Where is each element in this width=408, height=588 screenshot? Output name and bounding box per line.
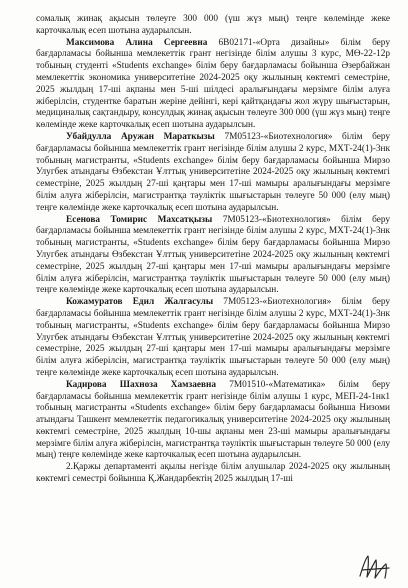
paragraph-5-name: Кадирова Шахноза Хамзаевна — [66, 379, 217, 390]
paragraph-0 — [36, 14, 390, 38]
paragraph-4 — [36, 297, 390, 380]
paragraph-0-text: сомалық жинақ ақысын төлеуге 300 000 (үш жүз мың) теңге көлемінде жеке карточкалық есеп шотына аударылсын. — [36, 14, 390, 36]
paragraph-5 — [36, 380, 390, 463]
paragraph-1-name: Максимова Алина Сергеевна — [66, 37, 208, 48]
paragraph-3-text: 7М05123-«Биотехнология» білім беру бағдарламасы бойынша мемлекеттік грант негізінде білім алушы 2 курс, МХТ-24(1)-3нк тобының магистранты, «Students exchange» білім беру бағдарламасы бойынша Мирзо Улугбек атындағы Өзбекстан Ұлттық университетіне 2024-2025 оқу жылының көктемгі семестріне, 2025 жылдың 27-ші қаңтары мен 17-ші мамыры аралығындағы мерзімге білім алуға жіберілсін, магистрантқа тәуліктік шығыстарын төлеуге 50 000 (елу мың) теңге көлемінде жеке карточкалық есеп шотына аударылсын. — [36, 214, 390, 296]
paragraph-6-text: 2.Қаржы департаменті ақылы негізде білім алушылар 2024-2025 оқу жылының көктемгі семестрі бойынша Қ.Жандарбектің 2025 жылдың 17-ші — [36, 462, 390, 485]
paragraph-1-text: 6В02171-«Орта дизайны» білім беру бағдарламасы бойынша мемлекеттік грант негізінде білім алушы 3 курс, МӨ-22-12р тобының студенті «Students exchange» білім беру бағдарламасы бойынша Әзербайжан мемлекеттік экономика университетіне 2024-2025 оқу жылының көктемгі семестріне, 2025 жылдың 17-ші ақпаны мен 5-ші шілдесі аралығындағы мерзімге білім алуға жіберілсін, студентке баратын жеріне дейінгі, кері қайтқандағы жол жүру шығыстарын, медициналық сақтандыру, консулдық жинақ ақысын төлеуге 300 000 (үш жүз мың) теңге көлемінде жеке карточкалық есеп шотына аударылсын. — [36, 37, 390, 131]
paragraph-1 — [36, 38, 390, 132]
paragraph-4-text: 7М05123-«Биотехнология» білім беру бағдарламасы бойынша мемлекеттік грант негізінде білім алушы 2 курс, МХТ-24(1)-3нк тобының магистранты, «Students exchange» білім беру бағдарламасы бойынша Мирзо Улугбек атындағы Өзбекстан Ұлттық университетіне 2024-2025 оқу жылының көктемгі семестріне, 2025 жылдың 27-ші қаңтары мен 17-ші мамыры аралығындағы мерзімге білім алуға жіберілсін, магистрантқа тәуліктік шығыстарын төлеуге 50 000 (елу мың) теңге көлемінде жеке карточкалық есеп шотына аударылсын. — [36, 297, 390, 378]
paragraph-6 — [36, 462, 390, 486]
paragraph-4-name: Кожамуратов Едил Жалгасулы — [66, 297, 214, 308]
paragraph-2 — [36, 132, 390, 215]
paragraph-2-text: 7М05123-«Биотехнология» білім беру бағдарламасы бойынша мемлекеттік грант негізінде білім алушы 2 курс, МХТ-24(1)-3нк тобының магистранты, «Students exchange» білім беру бағдарламасы бойынша Мирзо Улугбек атындағы Өзбекстан Ұлттық университетіне 2024-2025 оқу жылының көктемгі семестріне, 2025 жылдың 27-ші қаңтары мен 17-ші мамыры аралығындағы мерзімге білім алуға жіберілсін, магистрантқа тәуліктік шығыстарын төлеуге 50 000 (елу мың) теңге көлемінде жеке карточкалық есеп шотына аударылсын. — [36, 131, 390, 213]
paragraph-2-name: Убайдулла Аружан Мараткызы — [66, 131, 215, 142]
paragraph-5-text: 7М01510-«Математика» білім беру бағдарламасы бойынша мемлекеттік грант негізінде білім алушы 1 курс, МЕП-24-1нк1 тобының магистранты «Students exchange» білім беру бағдарламасы бойынша Низоми атындағы Ташкент мемлекеттік педагогикалық университетіне 2024-2025 оқу жылының көктемгі семестріне, 2025 жылдың 10-шы ақпаны мен 23-ші мамыры аралығындағы мерзімге білім алуға жіберілсін, магистрантқа тәуліктік шығыстарын төлеуге 50 000 (елу мың) теңге көлемінде жеке карточкалық есеп шотына аударылсын. — [36, 379, 391, 461]
paragraph-3-name: Есенова Томирис Махсатқызы — [66, 214, 213, 225]
paragraph-3 — [36, 215, 390, 298]
handwritten-signature — [356, 552, 394, 582]
